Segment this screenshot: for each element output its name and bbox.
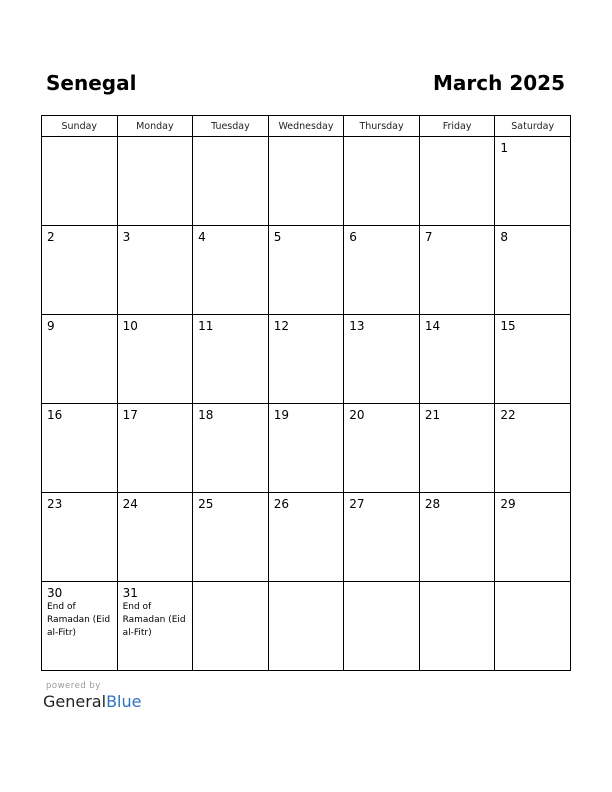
day-cell (344, 493, 420, 582)
day-cell (419, 404, 495, 493)
day-number: 17 (122, 408, 138, 422)
day-cell (117, 404, 193, 493)
day-number: 23 (47, 497, 63, 511)
day-cell (419, 493, 495, 582)
day-number: 1 (500, 141, 509, 155)
brand-general: General (43, 692, 107, 711)
day-cell (268, 137, 344, 226)
day-number: 28 (424, 497, 441, 511)
day-number: 12 (273, 319, 289, 333)
day-number: 27 (349, 497, 365, 511)
day-cell (495, 137, 571, 226)
day-cell (117, 137, 193, 226)
day-cell (495, 226, 571, 315)
week-row (42, 404, 571, 493)
day-cell (42, 137, 118, 226)
day-cell (344, 137, 420, 226)
weekday-friday: Friday (419, 116, 495, 137)
day-number: 15 (500, 319, 516, 333)
day-cell (193, 493, 269, 582)
day-number: 8 (500, 230, 509, 244)
day-number: 6 (349, 230, 357, 244)
day-cell (193, 404, 269, 493)
day-cell (42, 493, 118, 582)
weekday-thursday: Thursday (344, 116, 420, 137)
holiday-label: End of Ramadan (Eid al-Fitr) (47, 602, 111, 638)
day-number: 29 (500, 497, 516, 511)
weekday-tuesday: Tuesday (193, 116, 269, 137)
day-cell (117, 582, 193, 671)
day-number: 31 (122, 586, 138, 600)
day-cell (344, 582, 420, 671)
day-number: 11 (198, 319, 214, 333)
day-number: 13 (349, 319, 365, 333)
day-number: 5 (273, 230, 282, 244)
day-cell (344, 315, 420, 404)
day-cell (495, 493, 571, 582)
day-cell (268, 315, 344, 404)
day-cell (344, 226, 420, 315)
weekday-header-row (42, 116, 571, 137)
day-cell (419, 315, 495, 404)
day-number: 26 (273, 497, 289, 511)
month-title: March 2025 (433, 71, 565, 95)
day-cell (193, 226, 269, 315)
day-number: 25 (198, 497, 214, 511)
day-cell (117, 493, 193, 582)
footer (43, 681, 141, 711)
day-number: 18 (198, 408, 214, 422)
day-number: 24 (122, 497, 138, 511)
week-row (42, 226, 571, 315)
day-cell (193, 315, 269, 404)
day-number: 21 (424, 408, 441, 422)
day-cell (344, 404, 420, 493)
day-number: 7 (424, 230, 433, 244)
day-cell (419, 582, 495, 671)
day-number: 3 (122, 230, 131, 244)
day-cell (117, 226, 193, 315)
day-number: 16 (47, 408, 63, 422)
day-number: 9 (47, 319, 55, 333)
holiday-label: End of Ramadan (Eid al-Fitr) (122, 602, 186, 638)
powered-by-label: powered by (46, 681, 101, 691)
day-cell (495, 582, 571, 671)
day-cell (42, 226, 118, 315)
day-cell (268, 404, 344, 493)
day-cell (268, 582, 344, 671)
calendar-body (42, 137, 571, 671)
day-cell (419, 137, 495, 226)
day-number: 22 (500, 408, 516, 422)
weekday-wednesday: Wednesday (268, 116, 344, 137)
day-number: 14 (424, 319, 441, 333)
country-title: Senegal (46, 71, 137, 95)
day-number: 4 (198, 230, 206, 244)
week-row (42, 315, 571, 404)
week-row (42, 493, 571, 582)
day-cell (495, 404, 571, 493)
generalblue-logo[interactable] (43, 692, 141, 711)
day-number: 2 (47, 230, 55, 244)
calendar-grid (41, 115, 571, 671)
brand-blue: Blue (106, 692, 142, 711)
day-cell (495, 315, 571, 404)
day-cell (419, 226, 495, 315)
week-row (42, 137, 571, 226)
day-cell (268, 226, 344, 315)
week-row (42, 582, 571, 671)
weekday-monday: Monday (117, 116, 193, 137)
day-cell (117, 315, 193, 404)
day-cell (42, 582, 118, 671)
weekday-sunday: Sunday (42, 116, 118, 137)
day-number: 30 (47, 586, 63, 600)
day-cell (193, 582, 269, 671)
day-cell (268, 493, 344, 582)
day-number: 10 (122, 319, 138, 333)
day-cell (193, 137, 269, 226)
day-number: 19 (273, 408, 289, 422)
weekday-saturday: Saturday (495, 116, 571, 137)
day-cell (42, 404, 118, 493)
day-number: 20 (349, 408, 365, 422)
day-cell (42, 315, 118, 404)
